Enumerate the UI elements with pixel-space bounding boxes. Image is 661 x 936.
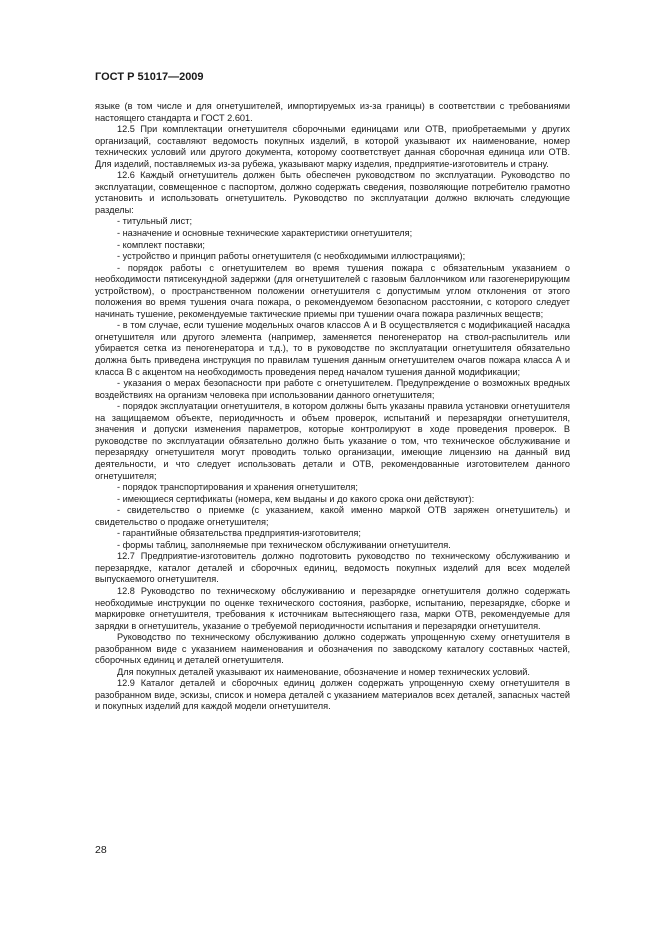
page-number: 28 [95,844,107,856]
standard-header: ГОСТ Р 51017—2009 [95,71,204,83]
list-item: - порядок транспортирования и хранения огнетушителя; [117,482,358,493]
list-item: - гарантийные обязательства предприятия-изготовителя; [117,528,361,539]
list-item: - назначение и основные технические характеристики огнетушителя; [117,228,413,239]
list-item: - комплект поставки; [117,239,205,250]
paragraph: 12.5 При комплектации огнетушителя сборочными единицами или ОТВ, приобретаемыми у других организаций, составляют ведомость покупных изделий, в которой указывают их наименование, номер технических условий или другого документа, которому соответствует данная сборочная единица или ОТВ. Для изделий, поставляемых из-за рубежа, указывают марку изделия, предприятие-изготовитель и страну. [95,124,570,169]
list-item: - имеющиеся сертификаты (номера, кем выданы и до какого срока они действуют): [117,493,475,504]
list-item: - титульный лист; [117,216,193,227]
list-item: - порядок работы с огнетушителем во время тушения пожара с обязательным указанием о необходимости пятисекундной задержки (для огнетушителей с газовым баллончиком или газогенерирующим устройством), о пространственном положении огнетушителя с допустимым углом отклонения от этого положения во время тушения очага пожара, о рекомендуемом безопасном расстоянии, с которого следует начинать тушение, рекомендуемые тактические приемы при тушении очага пожара различных веществ; [95,262,570,319]
list-item: - формы таблиц, заполняемые при техническом обслуживании огнетушителя. [117,539,451,550]
paragraph: Для покупных деталей указывают их наименование, обозначение и номер технических условий. [117,666,530,677]
list-item: - в том случае, если тушение модельных очагов классов А и В осуществляется с модификацией насадка огнетушителя или другого элемента (например, заменяется пеногенератор на ствол-распылитель или убирается сетка из пеногенератора и т.д.), то в руководстве по эксплуатации огнетушителя обязательно должна быть приведена инструкция по правилам тушения данным огнетушителем очагов пожара класса А и класса В с акцентом на необходимость проведения перед началом тушения данной модификации; [95,320,570,377]
list-item: - устройство и принцип работы огнетушителя (с необходимыми иллюстрациями); [117,251,466,262]
paragraph: языке (в том числе и для огнетушителей, импортируемых из-за границы) в соответствии с требованиями настоящего стандарта и ГОСТ 2.601. [95,101,570,123]
paragraph: 12.6 Каждый огнетушитель должен быть обеспечен руководством по эксплуатации. Руководство по эксплуатации, совмещенное с паспортом, должно содержать сведения, позволяющие потребителю грамотно установить и использовать огнетушитель. Руководство по эксплуатации должно включать следующие разделы: [95,170,570,215]
list-item: - свидетельство о приемке (с указанием, какой именно маркой ОТВ заряжен огнетушитель) и свидетельство о продаже огнетушителя; [95,505,570,527]
document-body [95,101,570,713]
paragraph: 12.9 Каталог деталей и сборочных единиц должен содержать упрощенную схему огнетушителя в разобранном виде, эскизы, список и номера деталей с указанием материалов всех деталей, запасных частей и покупных изделий для каждой модели огнетушителя. [95,678,570,712]
list-item: - указания о мерах безопасности при работе с огнетушителем. Предупреждение о возможных вредных воздействиях на организм человека при использовании данного огнетушителя; [95,378,570,400]
paragraph: 12.8 Руководство по техническому обслуживанию и перезарядке огнетушителя должно содержать необходимые инструкции по оценке технического состояния, разборке, испытанию, перезарядке, сборке и маркировке огнетушителя, требования к источникам вытесняющего газа, марки ОТВ, рекомендуемые для зарядки в огнетушитель, указание о требуемой периодичности испытания и перезарядки огнетушителя. [95,585,570,631]
paragraph: 12.7 Предприятие-изготовитель должно подготовить руководство по техническому обслуживанию и перезарядке, каталог деталей и сборочных единиц, ведомость покупных изделий для всех моделей выпускаемого огнетушителя. [95,551,570,585]
list-item: - порядок эксплуатации огнетушителя, в котором должны быть указаны правила установки огнетушителя на защищаемом объекте, периодичность и объем проверок, испытаний и перезарядки огнетушителя, значения и допуски изменения параметров, которые контролируют в ходе проведения проверок. В руководстве по эксплуатации обязательно должно быть указание о том, что техническое обслуживание и перезарядку огнетушителя могут проводить только организации, имеющие лицензию на данный вид деятельности, и что следует использовать детали и ОТВ, рекомендованные изготовителем данного огнетушителя; [95,401,570,481]
paragraph: Руководство по техническому обслуживанию должно содержать упрощенную схему огнетушителя в разобранном виде с указанием наименования и обозначения по заводскому каталогу составных частей, сборочных единиц и деталей огнетушителя. [95,632,570,666]
